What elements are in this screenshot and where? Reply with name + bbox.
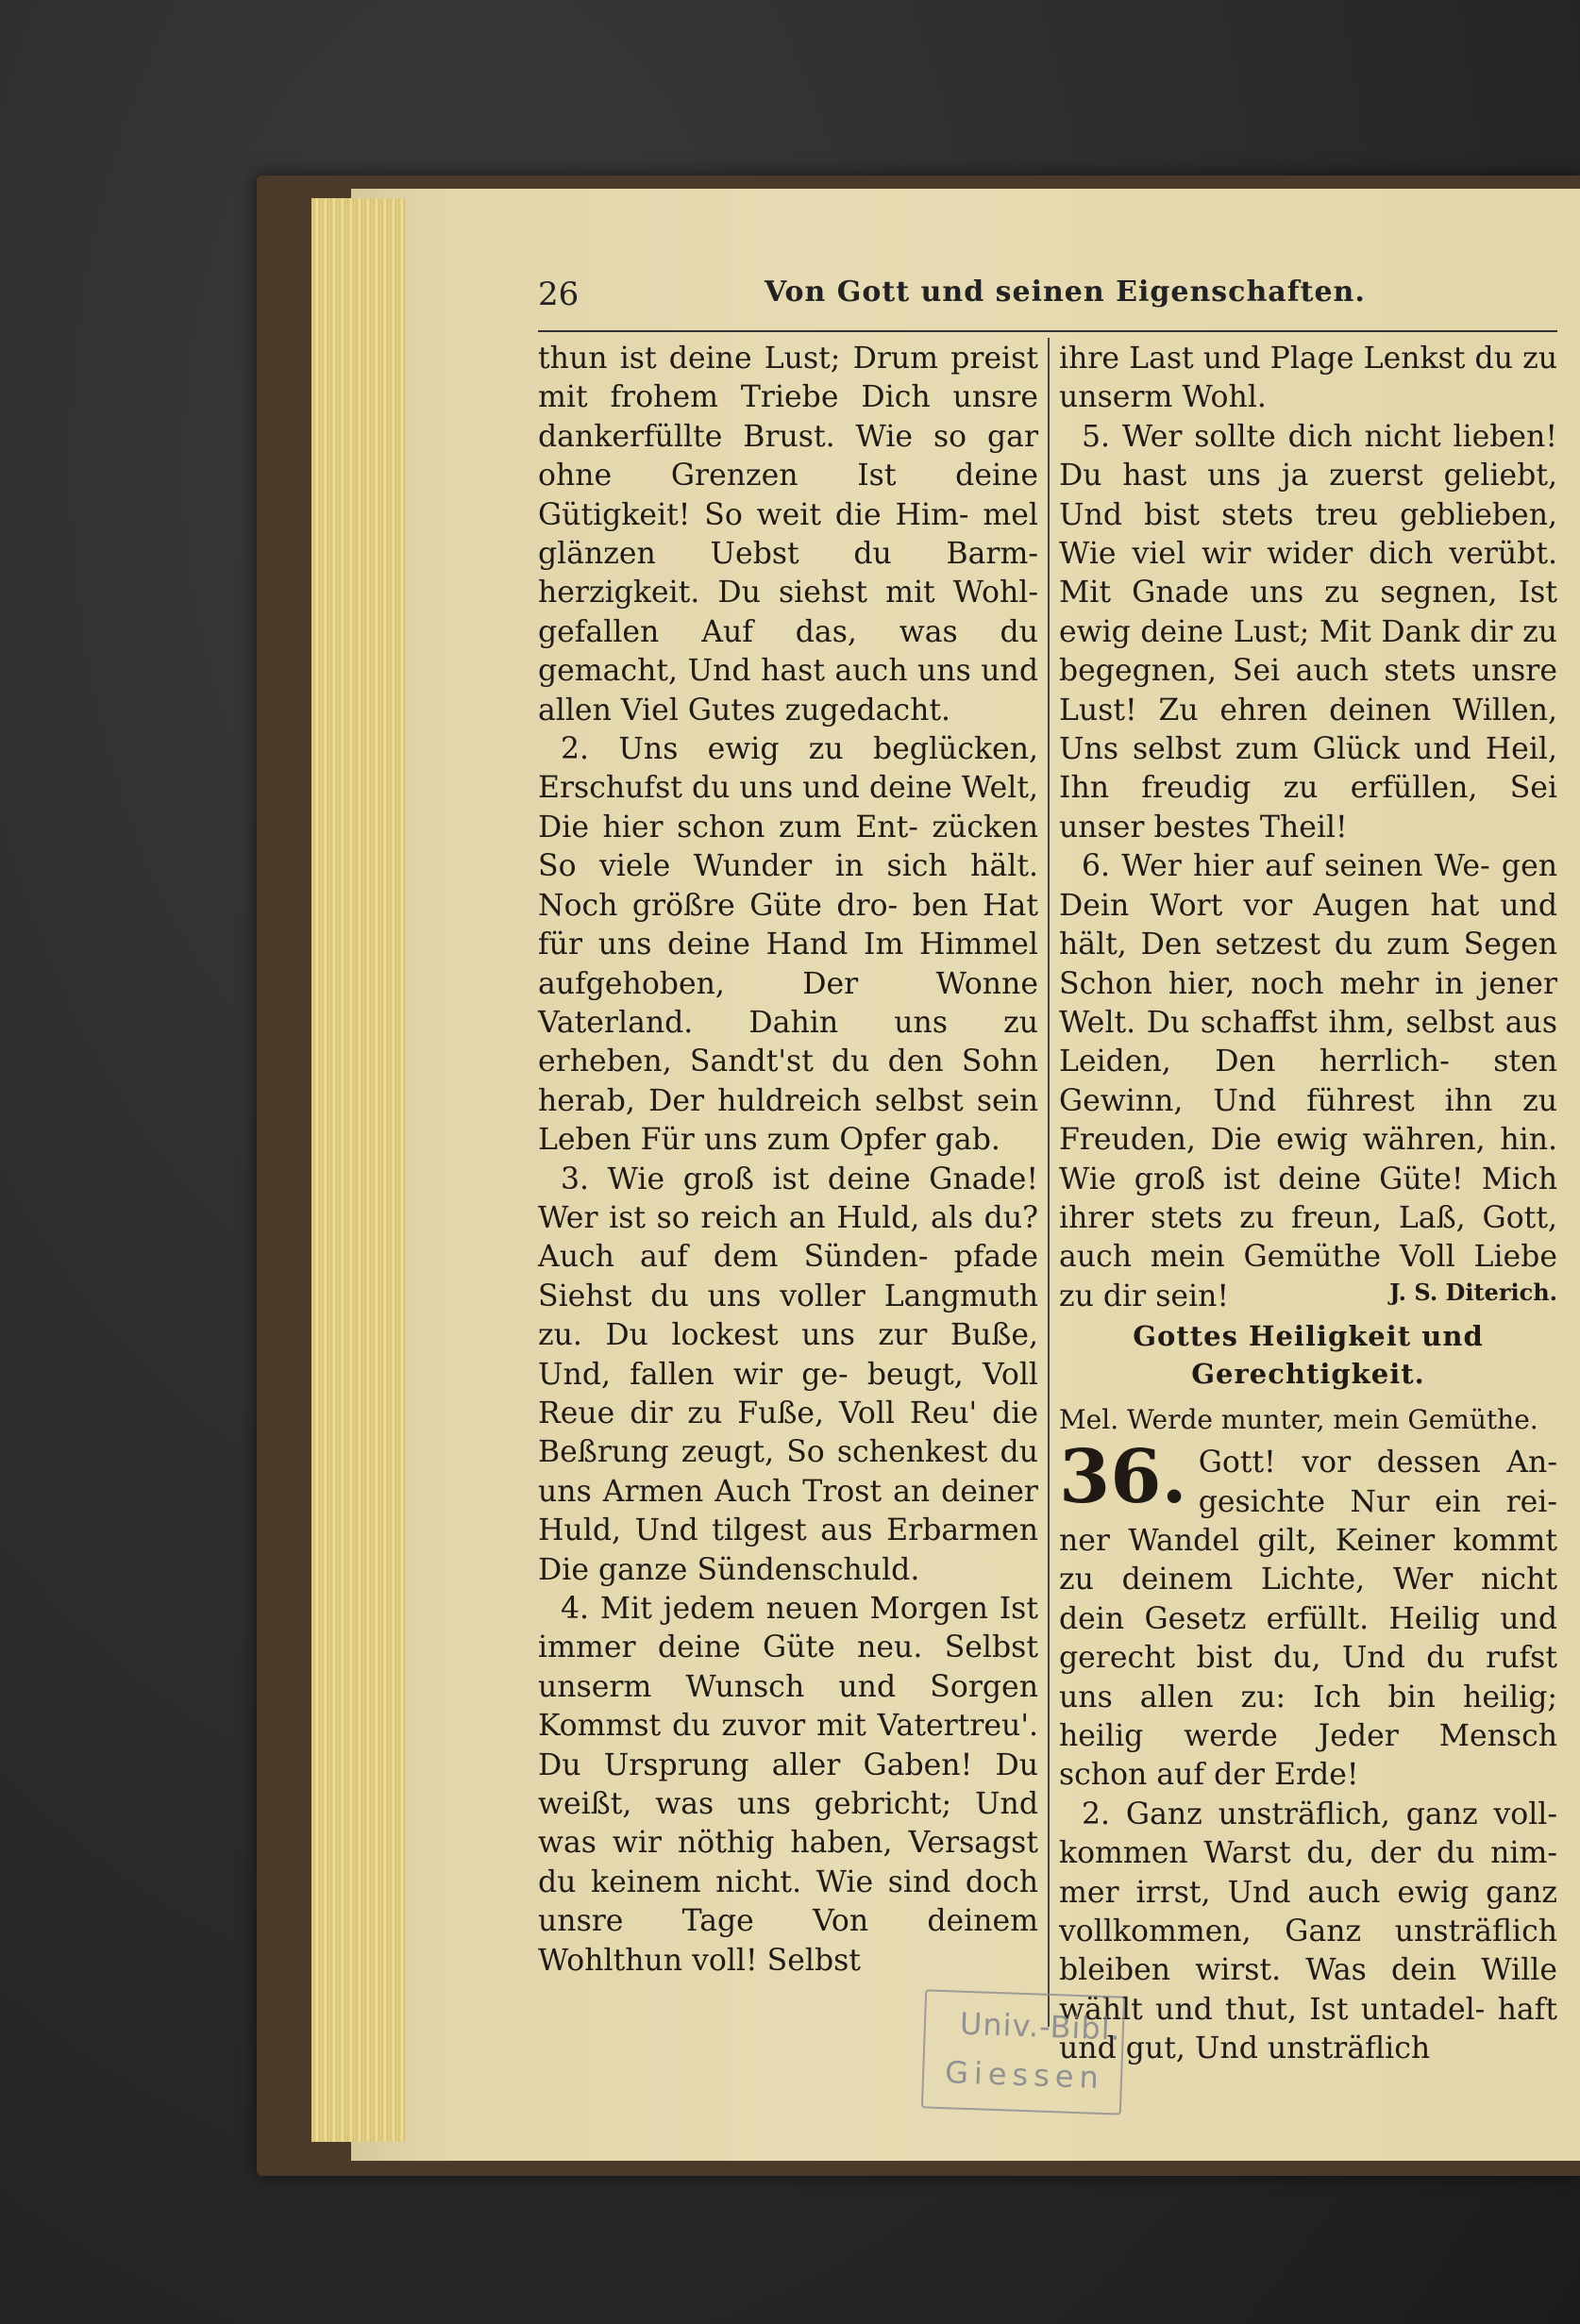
column-rule [1048,338,1050,2027]
right-stanza-6: 6. Wer hier auf seinen We- gen Dein Wort vor Augen hat und hält, Den setzest du zum Segen Schon hier, noch mehr in jener Welt. Du schaffst ihm, selbst aus Leiden, Den herrlich- sten Gewinn, Und führest ihn zu Freuden, Die ewig währen, hin. Wie groß ist deine Güte! Mich ihrer stets zu freun, Laß, Gott, auch mein Gemüthe Voll Liebe zu dir sein! [1059,849,1557,1313]
section-title [1059,1317,1557,1393]
page-header [538,276,1557,323]
hymn-number: 36. [1059,1434,1187,1521]
hymn-36 [1059,1434,1557,1796]
melody-line: Mel. Werde munter, mein Gemüthe. [1059,1404,1538,1436]
left-column [538,340,1038,1981]
stamp-line1: Univ.-Bibl. [959,2005,1122,2048]
left-stanza-2: 2. Uns ewig zu beglücken, Erschufst du uns und deine Welt, Die hier schon zum Ent- zücken So viele Wunder in sich hält. Noch größre Güte dro- ben Hat für uns deine Hand Im Himmel aufgehoben, Der Wonne Vaterland. Dahin uns zu erheben, Sandt'st du den Sohn herab, Der huldreich selbst sein Leben Für uns zum Opfer gab. [538,732,1038,1158]
page-number: 26 [538,276,580,313]
left-stanza-3: 3. Wie groß ist deine Gnade! Wer ist so reich an Huld, als du? Auch auf dem Sünden- pfade Siehst du uns voller Langmuth zu. Du lockest uns zur Buße, Und, fallen wir ge- beugt, Voll Reue dir zu Fuße, Voll Reu' die Beßrung zeugt, So schenkest du uns Armen Auch Trost an deiner Huld, Und tilgest aus Erbarmen Die ganze Sündenschuld. [538,1162,1038,1587]
hymn-36-stanza-1: Gott! vor dessen An- gesichte Nur ein rei- ner Wandel gilt, Keiner kommt zu deinem Lichte, Wer nicht dein Gesetz erfüllt. Heilig und gerecht bist du, Und du rufst uns allen zu: Ich bin heilig; heilig werde Jeder Mensch schon auf der Erde! [1059,1446,1557,1793]
left-stanza-4: 4. Mit jedem neuen Morgen Ist immer deine Güte neu. Selbst unserm Wunsch und Sorgen Kommst du zuvor mit Vatertreu'. Du Ursprung aller Gaben! Du weißt, was uns gebricht; Und was wir nöthig haben, Versagst du keinem nicht. Wie sind doch unsre Tage Von deinem Wohlthun voll! Selbst [538,1592,1038,1978]
right-continuation: ihre Last und Plage Lenkst du zu unserm Wohl. [1059,342,1557,415]
hymn-author: J. S. Diterich. [1389,1279,1557,1307]
section-title-line2: Gerechtigkeit. [1191,1358,1425,1391]
library-stamp [921,1989,1125,2115]
running-title: Von Gott und seinen Eigenschaften. [765,276,1366,309]
section-title-line1: Gottes Heiligkeit und [1133,1320,1484,1353]
header-rule [538,330,1557,332]
hymn-36-stanza-2: 2. Ganz unsträflich, ganz voll- kommen Warst du, der du nim- mer irrst, Und auch ewig ganz vollkommen, Ganz unsträflich bleiben wirst. Was dein Wille wählt und thut, Ist untadel- haft und gut, Und unsträflich [1059,1797,1557,2066]
left-continuation: thun ist deine Lust; Drum preist mit frohem Triebe Dich unsre dankerfüllte Brust. Wie so gar ohne Grenzen Ist deine Gütigkeit! So weit die Him- mel glänzen Uebst du Barm- herzigkeit. Du siehst mit Wohl- gefallen Auf das, was du gemacht, Und hast auch uns und allen Viel Gutes zugedacht. [538,342,1038,727]
page-edges [311,198,406,2142]
right-stanza-5: 5. Wer sollte dich nicht lieben! Du hast uns ja zuerst geliebt, Und bist stets treu geblieben, Wie viel wir wider dich verübt. Mit Gnade uns zu segnen, Ist ewig deine Lust; Mit Dank dir zu begegnen, Sei auch stets unsre Lust! Zu ehren deinen Willen, Uns selbst zum Glück und Heil, Ihn freudig zu erfüllen, Sei unser bestes Theil! [1059,419,1557,844]
stamp-line2: Giessen [944,2054,1105,2096]
right-column [1059,340,1557,2069]
